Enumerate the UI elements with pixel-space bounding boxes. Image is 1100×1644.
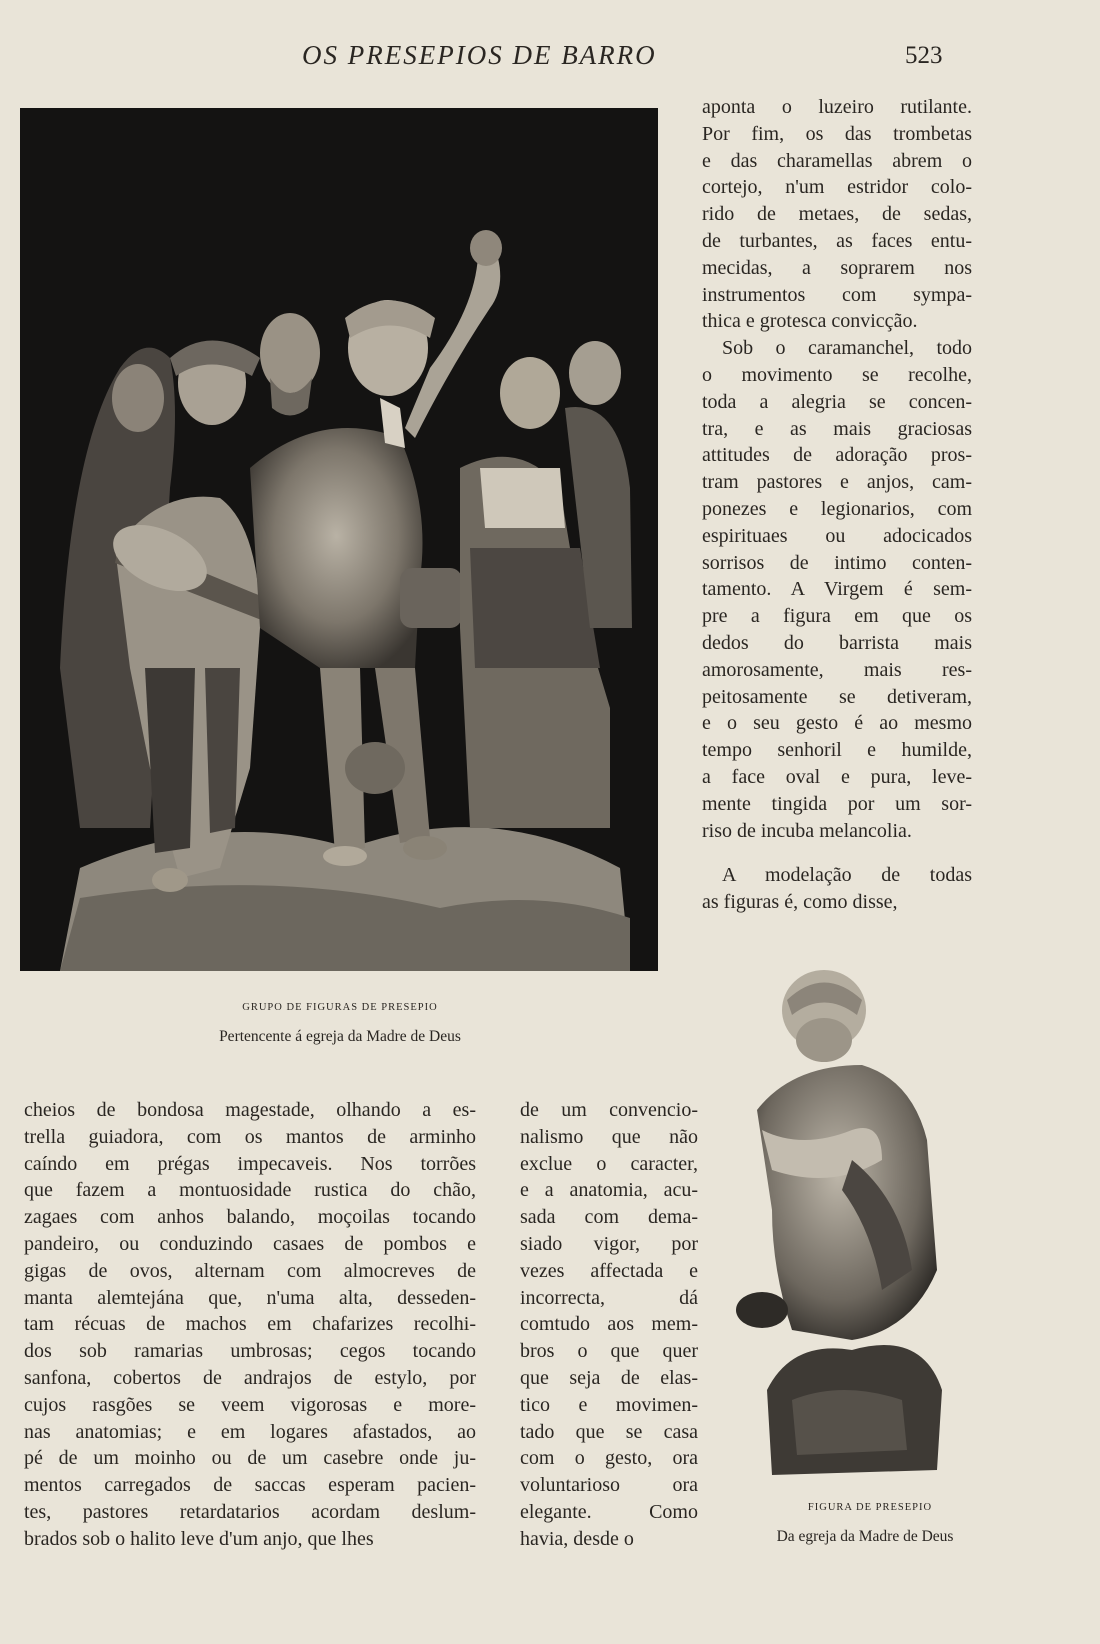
kneeling-figure-photo	[732, 970, 962, 1490]
text-line: dedos do barrista mais	[702, 631, 972, 654]
text-line: nas anatomias; e em logares afastados, ao	[24, 1420, 476, 1443]
text-line: tes, pastores retardatarios acordam deslum-	[24, 1500, 476, 1523]
text-line: trella guiadora, com os mantos de arminho	[24, 1125, 476, 1148]
running-header: OS PRESEPIOS DE BARRO	[302, 40, 657, 70]
small-figure-caption-title: FIGURA DE PRESEPIO	[807, 1502, 933, 1513]
text-line: tram pastores e anjos, cam-	[702, 471, 972, 494]
text-line: as figuras é, como disse,	[702, 891, 898, 914]
text-line: manta alemtejána que, n'uma alta, desseden-	[24, 1286, 476, 1309]
text-line: ponezes e legionarios, com	[702, 497, 972, 520]
nativity-group-photo	[20, 108, 658, 971]
text-line: tra, e as mais graciosas	[702, 417, 972, 440]
text-line: A modelação de todas	[722, 864, 972, 887]
text-line: e das charamellas abrem o	[702, 149, 972, 172]
text-line: vezes affectada e	[520, 1259, 698, 1282]
text-line: aponta o luzeiro rutilante.	[702, 96, 972, 118]
text-line: tamento. A Virgem é sem-	[702, 578, 972, 601]
text-line: tempo senhoril e humilde,	[702, 739, 972, 762]
text-line: sanfona, cobertos de andrajos de estylo, por	[24, 1366, 476, 1389]
text-line: zagaes com anhos balando, moçoilas tocando	[24, 1206, 476, 1229]
text-line: dos sob ramarias umbrosas; cegos tocando	[24, 1340, 476, 1363]
text-line: pé de um moinho ou de um casebre onde ju-	[24, 1447, 476, 1470]
text-line: nalismo que não	[520, 1125, 698, 1148]
text-line: sada com dema-	[520, 1206, 698, 1229]
text-line: tico e movimen-	[520, 1393, 698, 1416]
text-line: com o gesto, ora	[520, 1447, 698, 1470]
text-line: bros o que quer	[520, 1340, 698, 1363]
text-line: que seja de elas-	[520, 1366, 698, 1389]
text-line: caíndo em prégas impecaveis. Nos torrões	[24, 1152, 476, 1175]
text-line: mentos carregados de saccas esperam pacien-	[24, 1474, 476, 1497]
text-line: e a anatomia, acu-	[520, 1179, 698, 1202]
text-column-right-top	[702, 94, 972, 916]
text-line: tado que se casa	[520, 1420, 698, 1443]
text-line: toda a alegria se concen-	[702, 390, 972, 413]
text-line: de um convencio-	[520, 1099, 698, 1121]
text-line: e o seu gesto é ao mesmo	[702, 712, 972, 735]
text-line: peitosamente se detiveram,	[702, 685, 972, 708]
text-line: rido de metaes, de sedas,	[702, 203, 972, 226]
text-column-mid-bottom	[520, 1097, 698, 1553]
text-line: sorrisos de intimo conten-	[702, 551, 972, 574]
text-line: exclue o caracter,	[520, 1152, 698, 1175]
text-line: de turbantes, as faces entu-	[702, 229, 972, 252]
text-line: havia, desde o	[520, 1527, 634, 1550]
text-line: siado vigor, por	[520, 1232, 698, 1255]
page-number: 523	[905, 42, 943, 69]
text-line: mente tingida por um sor-	[702, 792, 972, 815]
text-column-left-bottom	[24, 1097, 476, 1553]
main-figure-caption-sub: Pertencente á egreja da Madre de Deus	[219, 1028, 461, 1045]
text-line: incorrecta, dá	[520, 1286, 698, 1309]
text-line: voluntarioso ora	[520, 1474, 698, 1497]
text-line: cheios de bondosa magestade, olhando a es-	[24, 1099, 476, 1121]
main-figure-caption-title: GRUPO DE FIGURAS DE PRESEPIO	[242, 1002, 438, 1013]
text-line: espirituaes ou adocicados	[702, 524, 972, 547]
text-line: Sob o caramanchel, todo	[722, 337, 972, 360]
text-line: cujos rasgões se veem vigorosas e more-	[24, 1393, 476, 1416]
text-line: comtudo aos mem-	[520, 1313, 698, 1336]
small-figure-caption-sub: Da egreja da Madre de Deus	[776, 1528, 954, 1545]
text-line: tam récuas de machos em chafarizes recolhi-	[24, 1313, 476, 1336]
text-line: pre a figura em que os	[702, 605, 972, 628]
text-line: gigas de ovos, alternam com almocreves de	[24, 1259, 476, 1282]
text-line: a face oval e pura, leve-	[702, 765, 972, 788]
text-line: Por fim, os das trombetas	[702, 122, 972, 145]
text-line: pandeiro, ou conduzindo casaes de pombos e	[24, 1232, 476, 1255]
text-line: cortejo, n'um estridor colo-	[702, 176, 972, 199]
text-line: mecidas, a soprarem nos	[702, 256, 972, 279]
text-line: attitudes de adoração pros-	[702, 444, 972, 467]
text-line: amorosamente, mais res-	[702, 658, 972, 681]
text-line: o movimento se recolhe,	[702, 363, 972, 386]
text-line: instrumentos com sympa-	[702, 283, 972, 306]
text-line: brados sob o halito leve d'um anjo, que lhes	[24, 1527, 374, 1550]
text-line: elegante. Como	[520, 1500, 698, 1523]
text-line: que fazem a montuosidade rustica do chão,	[24, 1179, 476, 1202]
text-line: riso de incuba melancolia.	[702, 819, 912, 842]
text-line: thica e grotesca convicção.	[702, 310, 918, 333]
